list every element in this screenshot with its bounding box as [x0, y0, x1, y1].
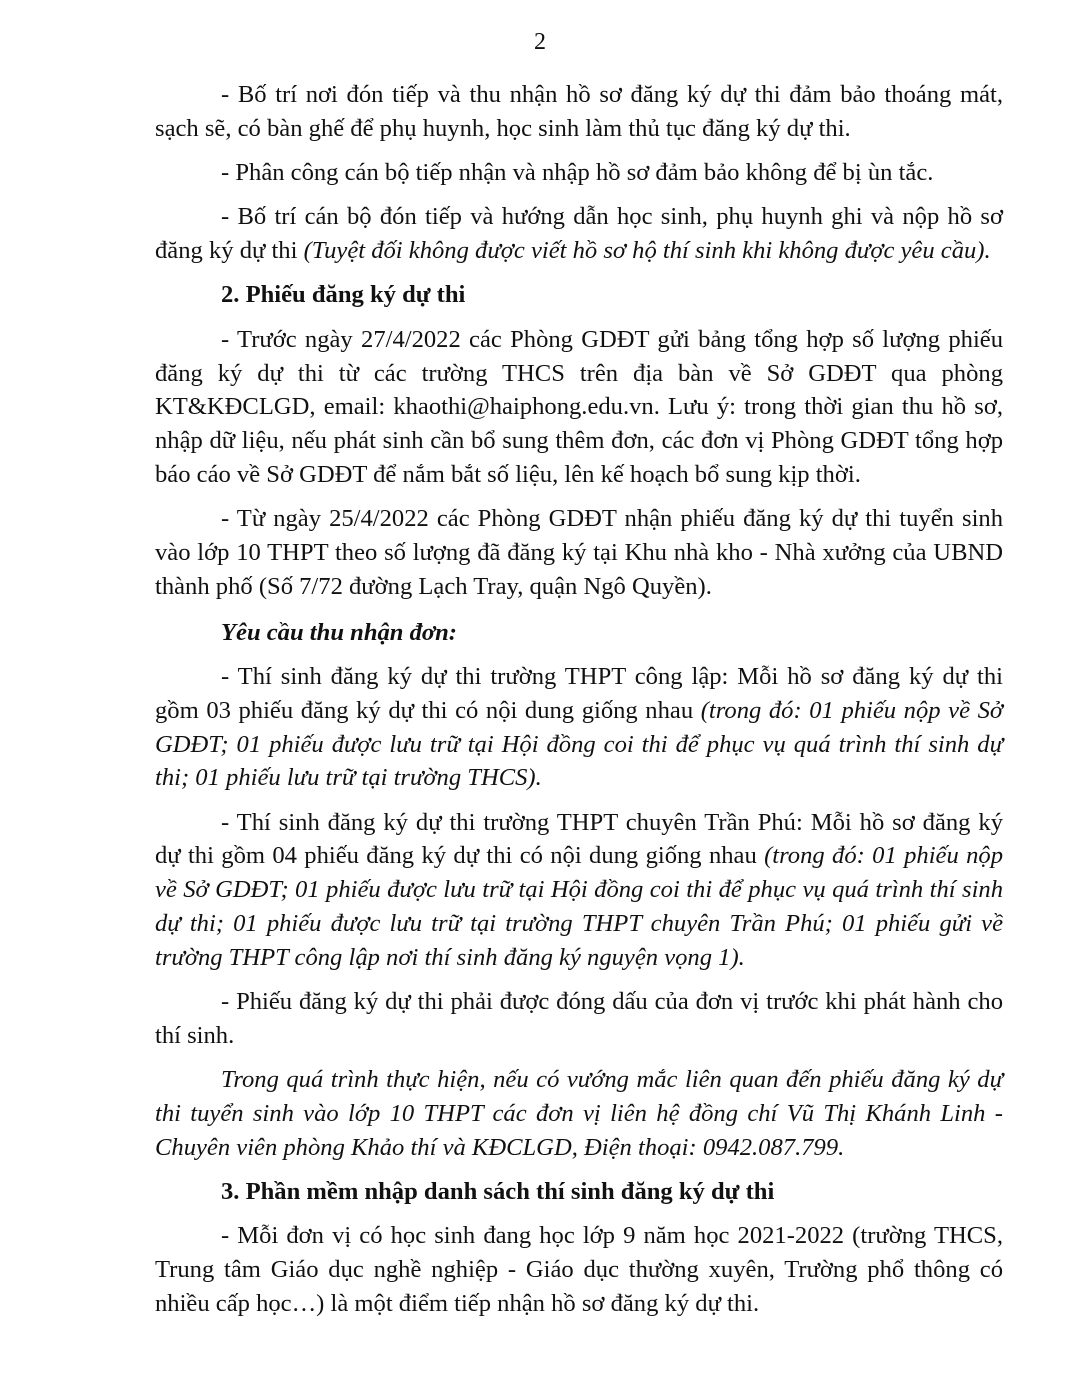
paragraph-text: - Thí sinh đăng ký dự thi trường THPT chuyên Trần Phú: Mỗi hồ sơ đăng ký dự thi gồm 04 phiếu đăng ký dự thi có nội dung giống nhau — [155, 808, 1003, 870]
paragraph-text: - Bố trí cán bộ đón tiếp và hướng dẫn học sinh, phụ huynh ghi và nộp hồ sơ đăng ký dự thi — [155, 203, 1003, 265]
paragraph-reception-venue: - Bố trí nơi đón tiếp và thu nhận hồ sơ đăng ký dự thi đảm bảo thoáng mát, sạch sẽ, có bàn ghế để phụ huynh, học sinh làm thủ tục đăng ký dự thi. — [155, 81, 1003, 142]
paragraph-form-pickup: - Từ ngày 25/4/2022 các Phòng GDĐT nhận phiếu đăng ký dự thi tuyển sinh vào lớp 10 THPT theo số lượng đã đăng ký tại Khu nhà kho - Nhà xưởng của UBND thành phố (Số 7/72 đường Lạch Tray, quận Ngô Quyền). — [155, 505, 1003, 600]
paragraph-stamp: - Phiếu đăng ký dự thi phải được đóng dấu của đơn vị trước khi phát hành cho thí sinh. — [155, 988, 1003, 1049]
document-body — [155, 78, 1003, 1331]
paragraph-text: - Thí sinh đăng ký dự thi trường THPT công lập: Mỗi hồ sơ đăng ký dự thi gồm 03 phiếu đăng ký dự thi có nội dung giống nhau — [155, 662, 1003, 724]
section-heading-2: 2. Phiếu đăng ký dự thi — [221, 281, 466, 309]
paragraph-italic-note: (Tuyệt đối không được viết hồ sơ hộ thí sinh khi không được yêu cầu). — [303, 237, 991, 265]
page-number: 2 — [534, 29, 546, 55]
paragraph-staff-assignment: - Phân công cán bộ tiếp nhận và nhập hồ sơ đảm bảo không để bị ùn tắc. — [221, 159, 934, 187]
paragraph-public-school — [155, 660, 1003, 795]
paragraph-specialized-school — [155, 806, 1003, 975]
paragraph-summary-deadline: - Trước ngày 27/4/2022 các Phòng GDĐT gửi bảng tổng hợp số lượng phiếu đăng ký dự thi từ các trường THCS trên địa bàn về Sở GDĐT qua phòng KT&KĐCLGD, email: khaothi@haiphong.edu.vn. Lưu ý: trong thời gian thu hồ sơ, nhập dữ liệu, nếu phát sinh cần bổ sung thêm đơn, các đơn vị Phòng GDĐT tổng hợp báo cáo về Sở GDĐT để nắm bắt số liệu, lên kế hoạch bổ sung kịp thời. — [155, 325, 1003, 488]
subheading-requirements: Yêu cầu thu nhận đơn: — [221, 618, 457, 646]
paragraph-italic-note: (trong đó: 01 phiếu nộp về Sở GDĐT; 01 phiếu được lưu trữ tại Hội đồng coi thi để phục vụ quá trình thí sinh dự thi; 01 phiếu được lưu trữ tại trường THPT chuyên Trần Phú; 01 phiếu gửi về trường THPT công lập nơi thí sinh đăng ký nguyện vọng 1). — [155, 842, 1003, 971]
paragraph-guidance — [155, 200, 1003, 268]
section-heading-3: 3. Phần mềm nhập danh sách thí sinh đăng ký dự thi — [221, 1178, 775, 1206]
paragraph-contact: Trong quá trình thực hiện, nếu có vướng mắc liên quan đến phiếu đăng ký dự thi tuyển sinh vào lớp 10 THPT các đơn vị liên hệ đồng chí Vũ Thị Khánh Linh - Chuyên viên phòng Khảo thí và KĐCLGD, Điện thoại: 0942.087.799. — [155, 1066, 1003, 1161]
paragraph-reception-points: - Mỗi đơn vị có học sinh đang học lớp 9 năm học 2021-2022 (trường THCS, Trung tâm Giáo dục nghề nghiệp - Giáo dục thường xuyên, Trường phổ thông có nhiều cấp học…) là một điểm tiếp nhận hồ sơ đăng ký dự thi. — [155, 1222, 1003, 1317]
paragraph-italic-note: (trong đó: 01 phiếu nộp về Sở GDĐT; 01 phiếu được lưu trữ tại Hội đồng coi thi để phục vụ quá trình thí sinh dự thi; 01 phiếu lưu trữ tại trường THCS). — [155, 696, 1004, 792]
